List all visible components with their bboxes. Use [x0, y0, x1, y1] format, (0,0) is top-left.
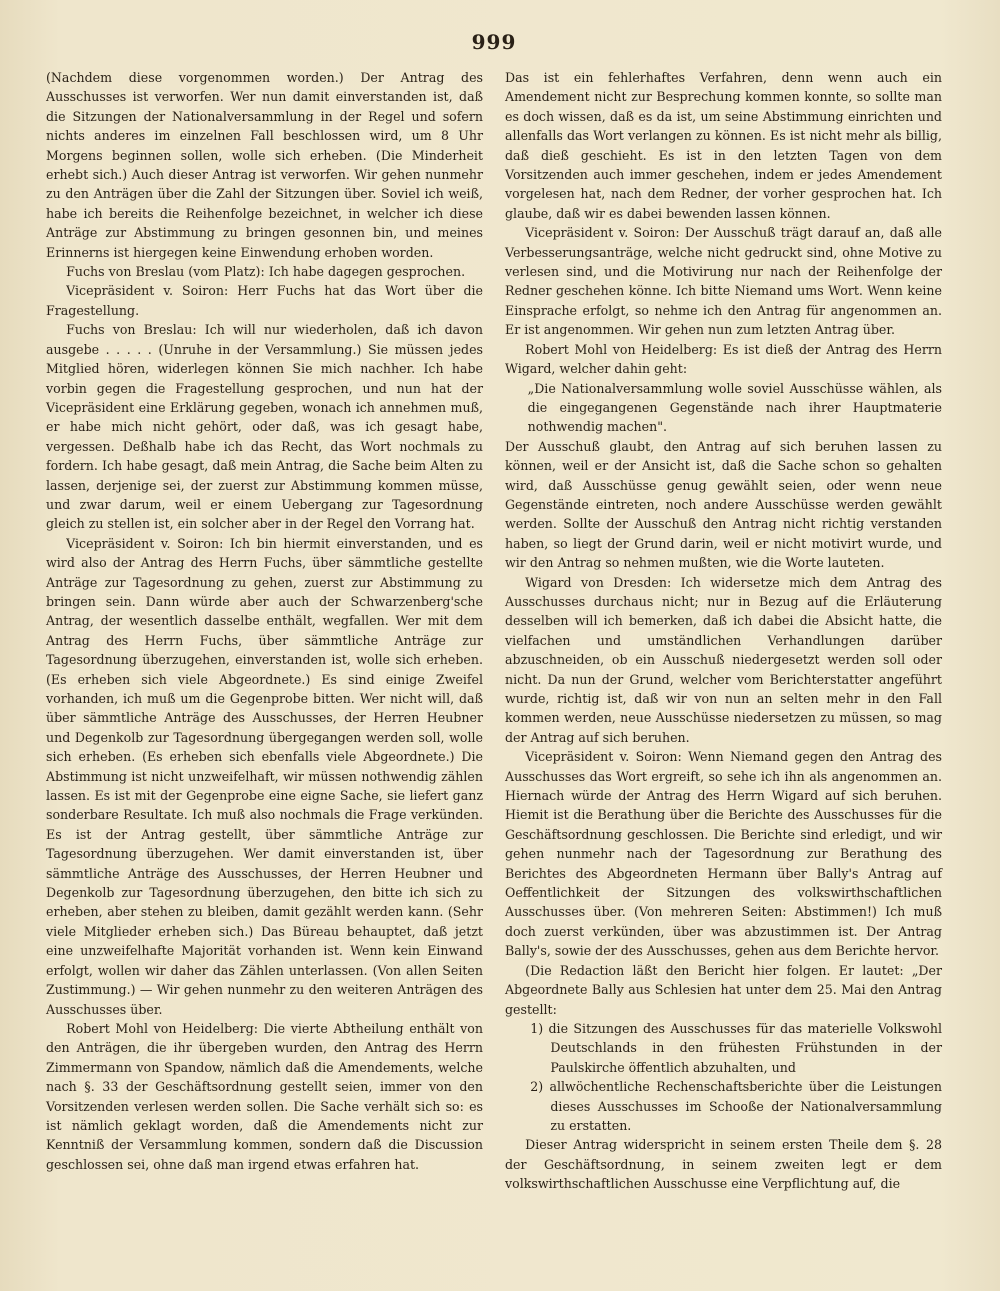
left-column [46, 68, 483, 1194]
right-column [505, 68, 942, 1194]
paragraph: Dieser Antrag widerspricht in seinem ersten Theile dem §. 28 der Geschäftsordnung, in seinem zweiten legt er dem volkswirthschaftlichen Ausschusse eine Verpflichtung auf, die [505, 1137, 942, 1192]
paragraph: Vicepräsident v. Soiron: Der Ausschuß trägt darauf an, daß alle Verbesserungsanträge, welche nicht gedruckt sind, ohne Motive zu verlesen sind, und die Motivirung nur nach der Reihenfolge der Redner geschehen könne. Ich bitte Niemand ums Wort. Wenn keine Einsprache erfolgt, so nehme ich den Antrag für angenommen an. Er ist angenommen. Wir gehen nun zum letzten Antrag über. [505, 225, 942, 338]
paragraph: Vicepräsident v. Soiron: Herr Fuchs hat das Wort über die Fragestellung. [46, 283, 483, 318]
paragraph: Fuchs von Breslau (vom Platz): Ich habe dagegen gesprochen. [66, 264, 466, 280]
paragraph: Robert Mohl von Heidelberg: Die vierte Abtheilung enthält von den Anträgen, die ihr übergeben wurden, den Antrag des Herrn Zimmermann von Spandow, nämlich daß die Amendements, welche nach §. 33 der Geschäftsordnung gestellt seien, immer von den Vorsitzenden verlesen werden sollen. Die Sache verhält sich so: es ist nämlich geklagt worden, daß die Amendements nicht zur Kenntniß der Versammlung kommen, sondern daß die Discussion geschlossen sei, ohne daß man irgend etwas erfahren hat. [46, 1020, 483, 1172]
paragraph: Vicepräsident v. Soiron: Ich bin hiermit einverstanden, und es wird also der Antrag des Herrn Fuchs, über sämmtliche gestellte Anträge zur Tagesordnung zu gehen, zuerst zur Abstimmung zu bringen sein. Dann würde aber auch der Schwarzenberg'sche Antrag, der wesentlich dasselbe enthält, wegfallen. Wer mit dem Antrag des Herrn Fuchs, über sämmtliche Anträge zur Tagesordnung überzugehen, einverstanden ist, wolle sich erheben. (Es erheben sich viele Abgeordnete.) Es sind einige Zweifel vorhanden, ich muß um die Gegenprobe bitten. Wer nicht will, daß über sämmtliche Anträge des Ausschusses, der Herren Heubner und Degenkolb zur Tagesordnung übergegangen werden soll, wolle sich erheben. (Es erheben sich ebenfalls viele Abgeordnete.) Die Abstimmung ist nicht unzweifelhaft, wir müssen nothwendig zählen lassen. Es ist mit der Gegenprobe eine eigne Sache, sie liefert ganz sonderbare Resultate. Ich muß also nochmals die Frage verkünden. Es ist der Antrag gestellt, über sämmtliche Anträge zur Tagesordnung überzugehen. Wer damit einverstanden ist, über sämmtliche Anträge des Ausschusses, der Herren Heubner und Degenkolb zur Tagesordnung überzugehen, den bitte ich sich zu erheben, aber stehen zu bleiben, damit gezählt werden kann. (Sehr viele Mitglieder erheben sich.) Das Büreau behauptet, daß jetzt eine unzweifelhafte Majorität vorhanden ist. Wenn kein Einwand erfolgt, wollen wir daher das Zählen unterlassen. (Von allen Seiten Zustimmung.) — Wir gehen nunmehr zu den weiteren Anträgen des Ausschusses über. [46, 535, 483, 1017]
list-item: 2) allwöchentliche Rechenschaftsberichte über die Leistungen dieses Ausschusses im Schooße der Nationalversammlung zu erstatten. [530, 1079, 942, 1133]
paragraph: (Nachdem diese vorgenommen worden.) Der Antrag des Ausschusses ist verworfen. Wer nun damit einverstanden ist, daß die Sitzungen der Nationalversammlung in der Regel und sofern nichts anderes im einzelnen Fall beschlossen wird, um 8 Uhr Morgens beginnen sollen, wolle sich erheben. (Die Minderheit erhebt sich.) Auch dieser Antrag ist verworfen. Wir gehen nunmehr zu den Anträgen über die Zahl der Sitzungen über. Soviel ich weiß, habe ich bereits die Reihenfolge bezeichnet, in welcher ich diese Anträge zur Abstimmung zu bringen gesonnen bin, und meines Erinnerns ist hiergegen keine Einwendung erhoben worden. [46, 70, 483, 260]
paragraph: (Die Redaction läßt den Bericht hier folgen. Er lautet: „Der Abgeordnete Bally aus Schlesien hat unter dem 25. Mai den Antrag gestellt: [505, 962, 942, 1017]
quoted-motion: „Die Nationalversammlung wolle soviel Ausschüsse wählen, als die eingegangenen Gegenstände nach ihrer Hauptmaterie nothwendig machen". [527, 380, 942, 435]
paragraph: Das ist ein fehlerhaftes Verfahren, denn wenn auch ein Amendement nicht zur Besprechung kommen konnte, so sollte man es doch wissen, daß es da ist, um seine Abstimmung einrichten und allenfalls das Wort verlangen zu können. Es ist nicht mehr als billig, daß dieß geschieht. Es ist in den letzten Tagen von dem Vorsitzenden auch immer geschehen, indem er jedes Amendement vorgelesen hat, nach dem Redner, der vorher gesprochen hat. Ich glaube, daß wir es dabei bewenden lassen können. [505, 70, 942, 221]
paragraph: Robert Mohl von Heidelberg: Es ist dieß der Antrag des Herrn Wigard, welcher dahin geht: [505, 341, 942, 377]
paragraph: Fuchs von Breslau: Ich will nur wiederholen, daß ich davon ausgebe . . . . . (Unruhe in der Versammlung.) Sie müssen jedes Mitglied hören, widerlegen können Sie mich nachher. Ich habe vorbin gegen die Fragestellung gesprochen, und nun hat der Vicepräsident eine Erklärung gegeben, wonach ich annehmen muß, er habe mich nicht gehört, oder daß, was ich gesagt habe, vergessen. Deßhalb habe ich das Recht, das Wort nochmals zu fordern. Ich habe gesagt, daß mein Antrag, die Sache beim Alten zu lassen, derjenige sei, der zuerst zur Abstimmung kommen müsse, und zwar darum, weil er einem Uebergang zur Tagesordnung gleich zu stellen ist, ein solcher aber in der Regel den Vorrang hat. [46, 322, 483, 532]
paragraph: Wigard von Dresden: Ich widersetze mich dem Antrag des Ausschusses durchaus nicht; nur in Bezug auf die Erläuterung desselben will ich bemerken, daß ich dabei die Absicht hatte, die vielfachen und umständlichen Verhandlungen darüber abzuschneiden, ob ein Ausschuß niedergesetzt werden soll oder nicht. Da nun der Grund, welcher vom Berichterstatter angeführt wurde, richtig ist, daß wir von nun an selten mehr in den Fall kommen werden, neue Ausschüsse niedersetzen zu müssen, so mag der Antrag auf sich beruhen. [505, 574, 942, 745]
text-columns [46, 68, 942, 1194]
paragraph: Der Ausschuß glaubt, den Antrag auf sich beruhen lassen zu können, weil er der Ansicht ist, daß die Sache schon so gehalten wird, daß Ausschüsse genug gewählt seien, oder wenn neue Gegenstände eintreten, noch andere Ausschüsse werden gewählt werden. Sollte der Ausschuß den Antrag nicht richtig verstanden haben, so liegt der Grund darin, weil er nicht motivirt wurde, und wir den Antrag so nehmen mußten, wie die Worte lauteten. [505, 438, 942, 571]
page-number: 999 [471, 30, 517, 54]
paragraph: Vicepräsident v. Soiron: Wenn Niemand gegen den Antrag des Ausschusses das Wort ergreift, so sehe ich ihn als angenommen an. Hiernach würde der Antrag des Herrn Wigard auf sich beruhen. Hiemit ist die Berathung über die Berichte des Ausschusses für die Geschäftsordnung geschlossen. Die Berichte sind erledigt, und wir gehen nunmehr nach der Tagesordnung zur Berathung des Berichtes des Abgeordneten Hermann über Bally's Antrag auf Oeffentlichkeit der Sitzungen des volkswirthschaftlichen Ausschusses über. (Von mehreren Seiten: Abstimmen!) Ich muß doch zuerst verkünden, über was abzustimmen ist. Der Antrag Bally's, sowie der des Ausschusses, gehen aus dem Berichte hervor. [505, 749, 942, 959]
list-item: 1) die Sitzungen des Ausschusses für das materielle Volkswohl Deutschlands in den frühesten Frühstunden in der Paulskirche öffentlich abzuhalten, und [530, 1020, 942, 1075]
